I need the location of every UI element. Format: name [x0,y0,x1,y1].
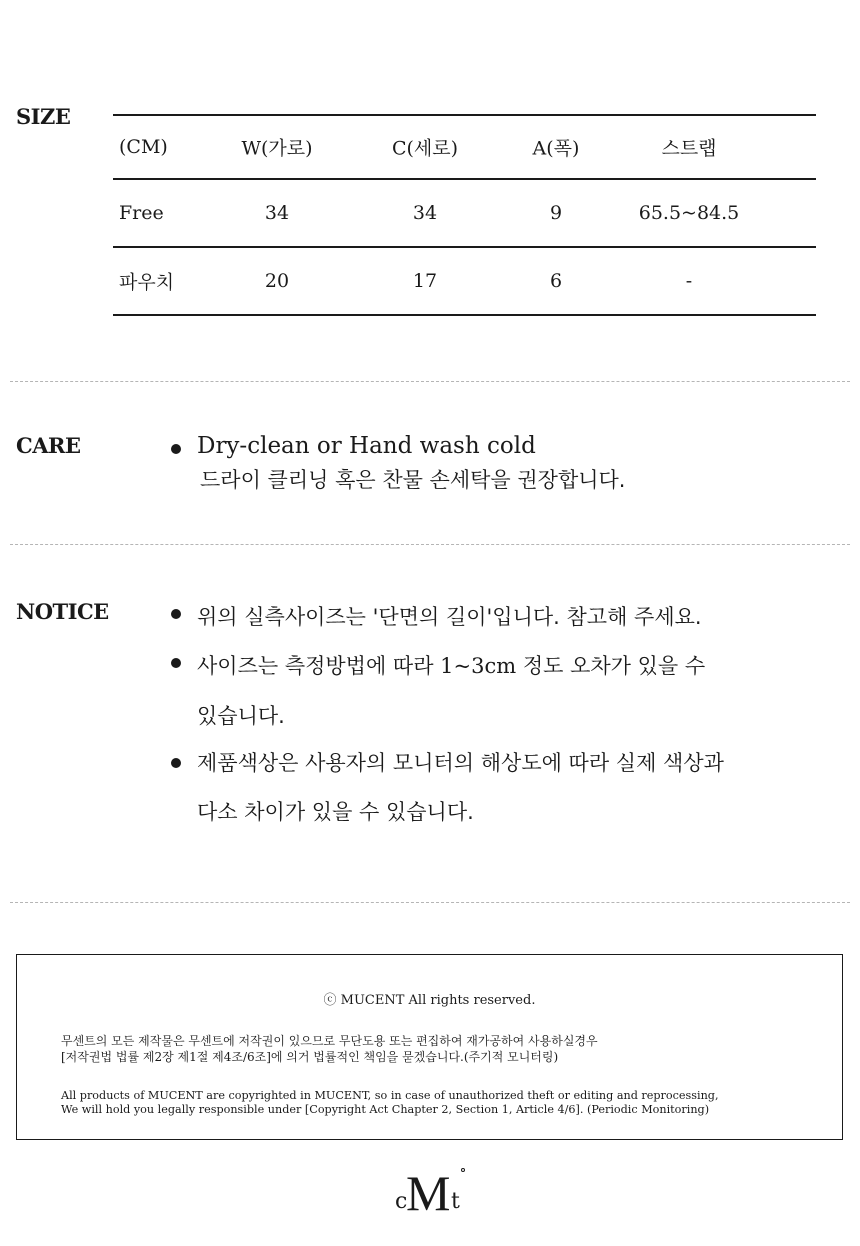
care-section-title: CARE [16,433,81,458]
row-depth: 6 [549,270,563,292]
care-instruction-en: Dry-clean or Hand wash cold [197,433,536,459]
table-row [113,180,816,248]
logo-letter-m: M [406,1165,449,1221]
row-strap: - [685,270,693,292]
section-divider [10,544,850,545]
row-height: 34 [412,202,438,224]
size-table [113,114,816,316]
row-height: 17 [412,270,438,292]
size-section-title: SIZE [16,104,71,129]
brand-logo [395,1165,475,1221]
copyright-text-en: All products of MUCENT are copyrighted in MUCENT, so in case of unauthorized theft or editing and reprocessing, We will hold you legally responsible under [Copyright Act Chapter 2, Section 1, Article 4/6]. (Periodic Monitoring) [61,1089,719,1116]
logo-dot-icon [461,1168,465,1172]
row-strap: 65.5~84.5 [638,202,740,224]
row-depth: 9 [549,202,563,224]
size-table-header [113,114,816,180]
row-size-name: 파우치 [119,271,175,294]
header-width: W(가로) [241,137,313,160]
header-unit: (CM) [119,136,168,158]
table-row [113,248,816,316]
section-divider [10,381,850,382]
row-size-name: Free [119,202,164,224]
row-width: 20 [264,270,290,292]
notice-item-2: 사이즈는 측정방법에 따라 1~3cm 정도 오차가 있을 수 [197,654,706,678]
care-instruction-ko: 드라이 클리닝 혹은 찬물 손세탁을 권장합니다. [200,468,626,492]
section-divider [10,902,850,903]
notice-item-3-continued: 다소 차이가 있을 수 있습니다. [197,800,474,824]
logo-letter-c: c [395,1189,408,1214]
row-width: 34 [264,202,290,224]
copyright-notice-box [16,954,843,1140]
copyright-title: ⓒ MUCENT All rights reserved. [323,993,536,1008]
logo-letter-t: t [451,1189,460,1214]
bullet-icon [171,609,181,619]
header-depth: A(폭) [532,137,580,160]
notice-section-title: NOTICE [16,599,109,624]
header-height: C(세로) [391,137,459,160]
notice-item-3: 제품색상은 사용자의 모니터의 해상도에 따라 실제 색상과 [197,751,724,775]
notice-item-2-continued: 있습니다. [197,704,285,728]
bullet-icon [171,758,181,768]
copyright-text-ko: 무센트의 모든 제작물은 무센트에 저작권이 있으므로 무단도용 또는 편집하여 재가공하여 사용하실경우 [저작권법 법률 제2장 제1절 제4조/6조]에 의거 법률적인 책임을 묻겠습니다.(주기적 모니터링) [61,1034,598,1064]
bullet-icon [171,658,181,668]
header-strap: 스트랩 [661,137,717,160]
notice-item-1: 위의 실측사이즈는 '단면의 길이'입니다. 참고해 주세요. [197,605,702,629]
bullet-icon [171,444,181,454]
